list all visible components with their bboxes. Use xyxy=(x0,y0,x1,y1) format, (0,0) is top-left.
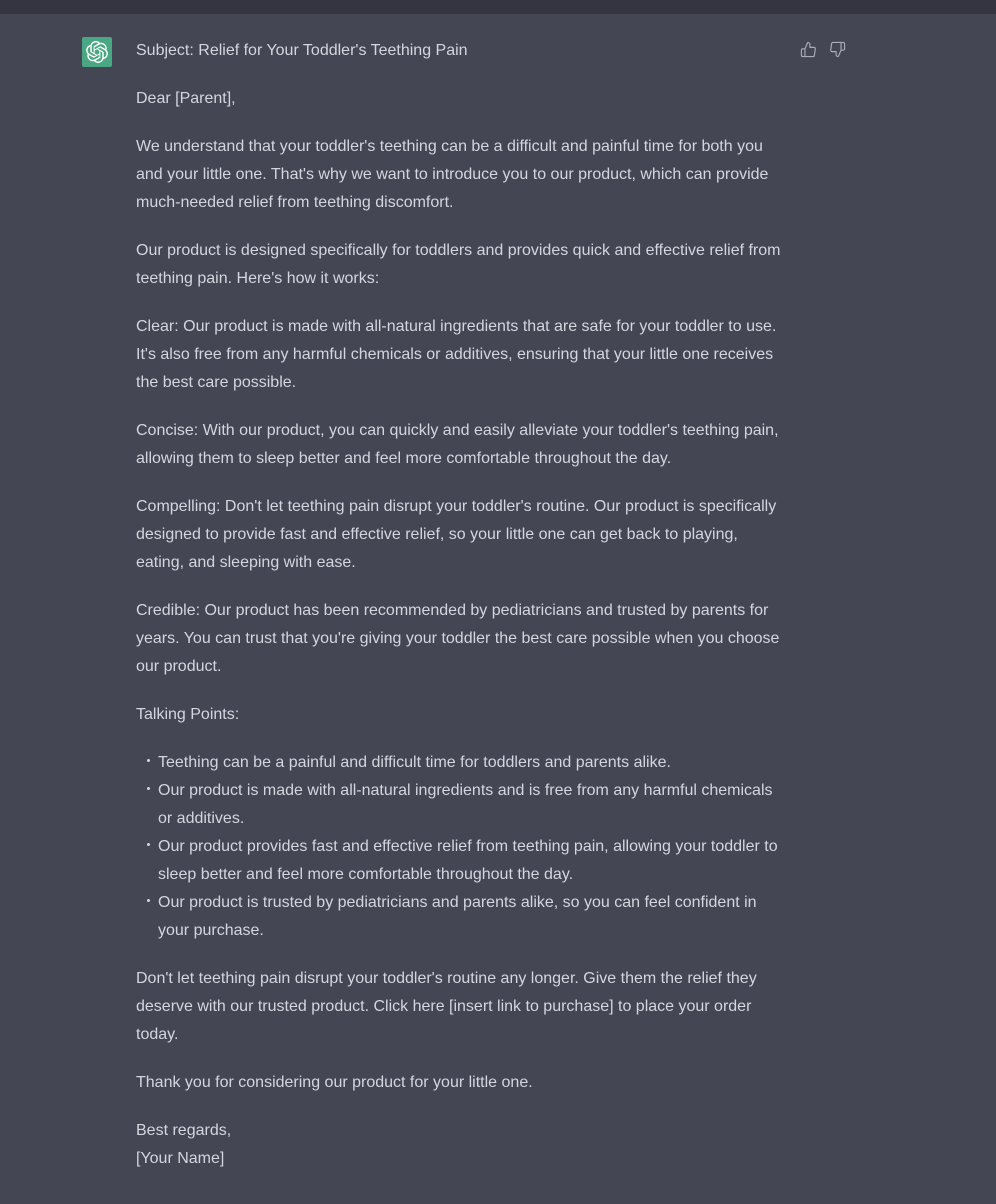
assistant-message-row xyxy=(0,14,996,1204)
talking-points-list xyxy=(136,749,790,945)
greeting-line: Dear [Parent], xyxy=(136,90,236,107)
paragraph: We understand that your toddler's teething can be a difficult and painful time for both you and your little one. That's why we want to introduce you to our product, which can provide much-needed relief from teething discomfort. xyxy=(136,138,769,211)
list-item: Our product provides fast and effective relief from teething pain, allowing your toddler to sleep better and feel more comfortable throughout the day. xyxy=(158,833,790,889)
assistant-avatar xyxy=(82,37,112,67)
openai-logo-icon xyxy=(86,41,108,63)
thumbs-up-button[interactable] xyxy=(799,40,817,58)
thumbs-down-icon xyxy=(829,41,846,58)
list-item: Our product is trusted by pediatricians and parents alike, so you can feel confident in your purchase. xyxy=(158,889,790,945)
paragraph: Clear: Our product is made with all-natural ingredients that are safe for your toddler to use. It's also free from any harmful chemicals or additives, ensuring that your little one receives the best care possible. xyxy=(136,318,777,391)
list-item: Teething can be a painful and difficult time for toddlers and parents alike. xyxy=(158,749,790,777)
thumbs-up-icon xyxy=(800,41,817,58)
paragraph: Compelling: Don't let teething pain disrupt your toddler's routine. Our product is specifically designed to provide fast and effective relief, so your little one can get back to playing, eating, and sleeping with ease. xyxy=(136,498,777,571)
list-item: Our product is made with all-natural ingredients and is free from any harmful chemicals or additives. xyxy=(158,777,790,833)
subject-line: Subject: Relief for Your Toddler's Teething Pain xyxy=(136,42,468,59)
cta-paragraph: Don't let teething pain disrupt your toddler's routine any longer. Give them the relief they deserve with our trusted product. Click here [insert link to purchase] to place your order today. xyxy=(136,970,757,1043)
signature-line: [Your Name] xyxy=(136,1150,225,1167)
paragraph: Our product is designed specifically for toddlers and provides quick and effective relief from teething pain. Here's how it works: xyxy=(136,242,781,287)
previous-row-edge xyxy=(0,0,996,14)
message-content xyxy=(136,37,790,1193)
talking-points-label: Talking Points: xyxy=(136,706,240,723)
signature-block xyxy=(136,1117,790,1173)
thanks-paragraph: Thank you for considering our product for your little one. xyxy=(136,1074,533,1091)
paragraph: Concise: With our product, you can quickly and easily alleviate your toddler's teething pain, allowing them to sleep better and feel more comfortable throughout the day. xyxy=(136,422,779,467)
thumbs-down-button[interactable] xyxy=(828,40,846,58)
paragraph: Credible: Our product has been recommended by pediatricians and trusted by parents for years. You can trust that you're giving your toddler the best care possible when you choose our product. xyxy=(136,602,780,675)
signoff-line: Best regards, xyxy=(136,1122,232,1139)
message-feedback-buttons xyxy=(799,40,846,58)
